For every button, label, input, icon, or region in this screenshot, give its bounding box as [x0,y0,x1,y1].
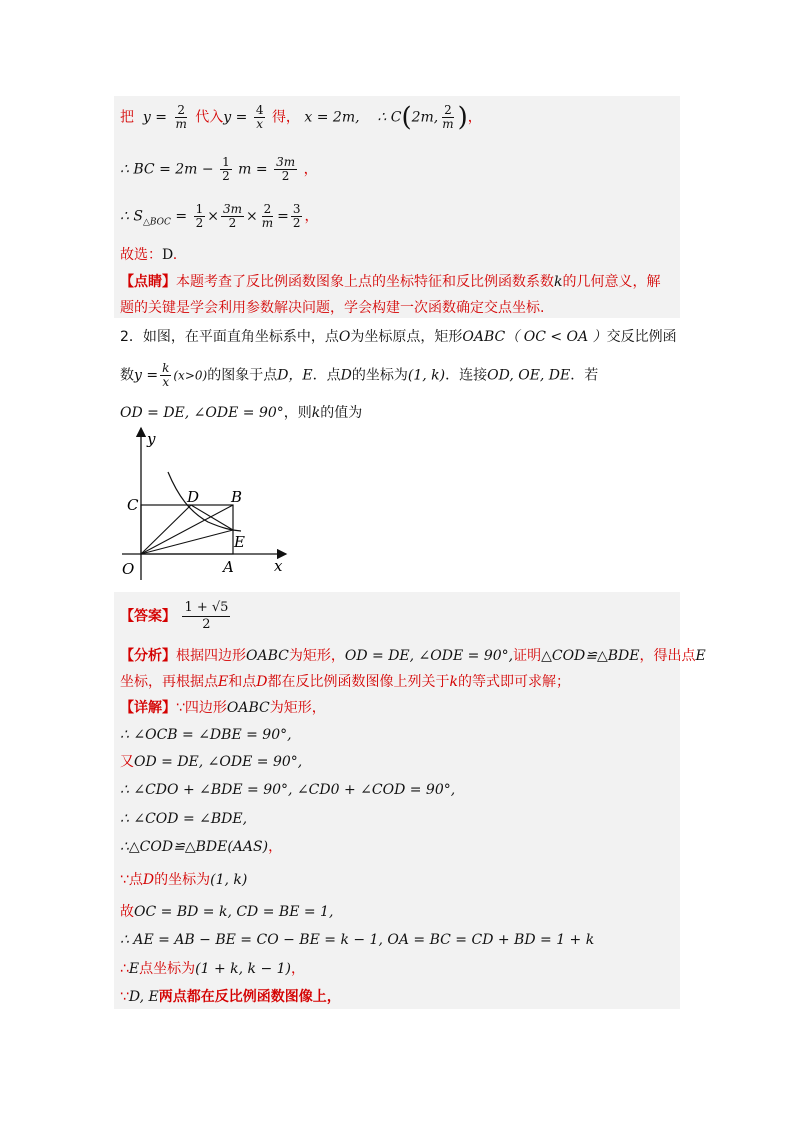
segment-ob [141,505,233,554]
segment-oe [141,530,233,554]
solution2-step10: ∵D, E两点都在反比例函数图像上， [120,989,341,1005]
coordinate-figure [118,424,298,584]
fraction: $\frac{1}{2}$ [222,155,230,183]
solution1-answer: 故选：D. [120,247,178,263]
label-e: E [234,533,245,551]
label-a: A [223,558,234,576]
solution2-analysis-line1: 【分析】根据四边形OABC为矩形，OD = DE, ∠ODE = 90°,证明△COD≌△BDE，得出点E [120,648,706,664]
fraction: $\frac{2}{m}$ [261,202,274,230]
fraction: $\frac{3m}{2}$ [222,202,242,230]
solution2-step4: ∴ ∠COD = ∠BDE, [120,811,248,827]
solution2-step3: ∴ ∠CDO + ∠BDE = 90°, ∠CD0 + ∠COD = 90°, [120,782,456,798]
solution2-step5: ∴△COD≌△BDE(AAS)， [120,839,283,855]
label-d: D [187,488,200,506]
solution1-line1: 把 y = $\frac{2}{m}$ 代入y = $\frac{4}{x}$ 得， x = 2m, ∴ C(2m, $\frac{2}{m}$ )， [120,102,482,133]
solution2-step9: ∴E点坐标为(1 + k, k − 1)， [120,961,306,977]
fraction: $\frac{2}{m}$ [442,103,454,131]
fraction: $\frac{3m}{2}$ [276,155,296,183]
fraction: $\frac{1 + √5}{2}$ [184,600,229,632]
fraction: $\frac{1}{2}$ [195,202,204,230]
solution2-step2: 又OD = DE, ∠ODE = 90°, [120,754,303,770]
solution2-answer: 【答案】 $\frac{1 + √5}{2}$ [120,600,229,632]
fraction: $\frac{k}{x}$ [162,361,170,389]
problem2-line3: OD = DE, ∠ODE = 90°，则k的值为 [120,405,363,421]
solution1-comment-line1: 【点睛】本题考查了反比例函数图象上点的坐标特征和反比例函数系数k的几何意义，解 [120,274,661,290]
segment-od [141,505,191,554]
fraction: $\frac{4}{x}$ [255,103,264,131]
solution2-analysis-line2: 坐标，再根据点E和点D都在反比例函数图像上列关于k的等式即可求解； [120,674,570,690]
problem2-line1: 2．如图，在平面直角坐标系中，点O为坐标原点，矩形OABC（ OC < OA ）交反比例函 [120,329,677,345]
label-c: C [127,496,139,514]
solution2-step6: ∵点D的坐标为(1, k) [120,872,248,888]
label-b: B [231,488,243,506]
solution2-step8: ∴ AE = AB − BE = CO − BE = k − 1, OA = BC = CD + BD = 1 + k [120,932,595,948]
problem2-line2: 数y = $\frac{k}{x}$ (x>0)的图象于点D，E．点D的坐标为(1, k)．连接OD, OE, DE．若 [120,361,599,389]
solution1-line3: ∴ $S_{\triangle BOC}$ = $\frac{1}{2}$ × $\frac{3m}{2}$ × $\frac{2}{m}$ = $\frac{3}{2}$ ， [120,202,319,230]
label-y: y [147,430,156,448]
solution1-line2: ∴ BC = 2m − $\frac{1}{2}$ m = $\frac{3m}{2}$ ， [120,155,318,183]
label-o: O [122,560,135,578]
solution1-comment-line2: 题的关键是学会利用参数解决问题，学会构建一次函数确定交点坐标. [120,300,545,316]
solution2-detail-line1: 【详解】∵四边形OABC为矩形， [120,700,326,716]
fraction: $\frac{3}{2}$ [292,202,301,230]
fraction: $\frac{2}{m}$ [175,103,187,131]
solution2-step1: ∴ ∠OCB = ∠DBE = 90°, [120,727,292,743]
label-x: x [274,557,283,575]
solution2-step7: 故OC = BD = k, CD = BE = 1, [120,904,334,920]
